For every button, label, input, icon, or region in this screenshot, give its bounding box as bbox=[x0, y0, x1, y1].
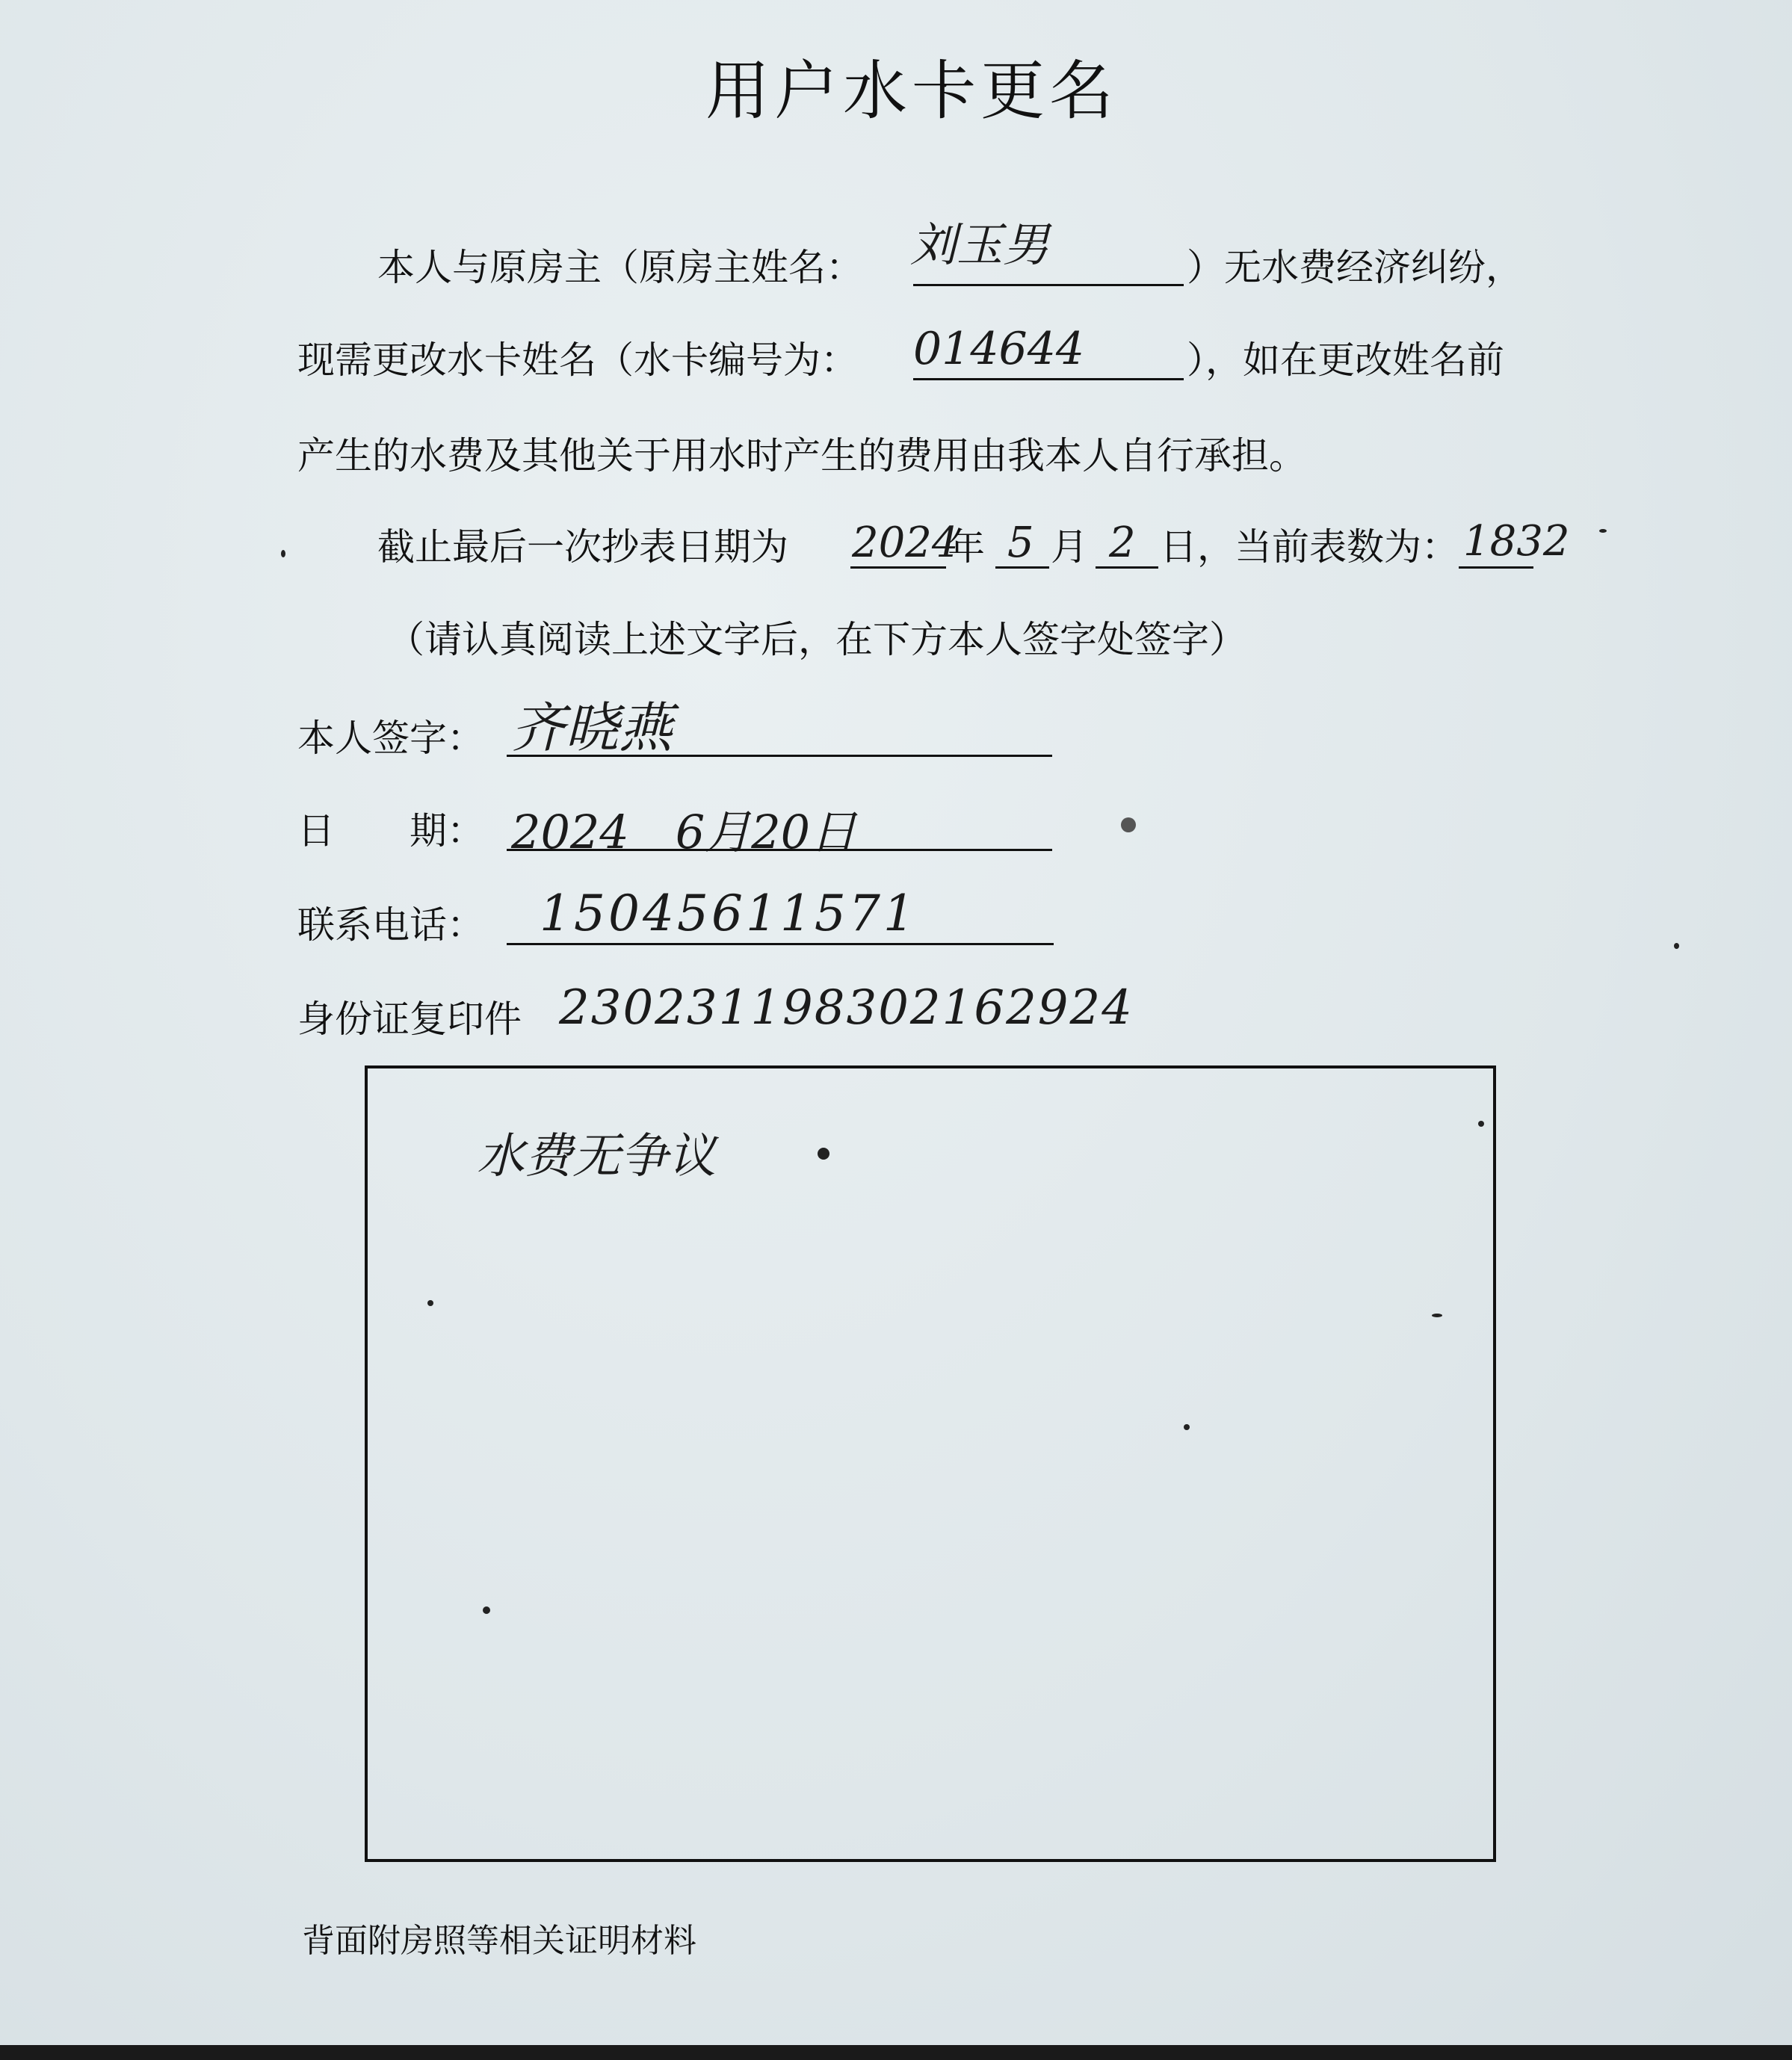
owner-name-underline bbox=[913, 284, 1184, 286]
reading-month-underline bbox=[995, 566, 1049, 569]
scan-speck bbox=[818, 1148, 829, 1160]
phone-underline bbox=[507, 943, 1054, 945]
reading-year-handwritten: 2024 bbox=[852, 519, 959, 567]
date-handwritten: 2024 6月20日 bbox=[511, 805, 857, 859]
meter-reading-handwritten: 1832 bbox=[1463, 517, 1570, 566]
id-number-handwritten: 230231198302162924 bbox=[559, 980, 1134, 1036]
signature-label: 本人签字： bbox=[297, 717, 484, 760]
reading-day-label: 日，当前表数为： bbox=[1160, 525, 1459, 569]
scan-speck bbox=[1478, 1121, 1484, 1127]
para1-lead: 本人与原房主（原房主姓名： bbox=[377, 246, 863, 289]
signature-handwritten: 齐晓燕 bbox=[511, 696, 673, 759]
footer-note: 背面附房照等相关证明材料 bbox=[302, 1922, 696, 1960]
card-number-handwritten: 014644 bbox=[913, 323, 1085, 375]
id-copy-label: 身份证复印件 bbox=[297, 997, 522, 1041]
para2-tail: ），如在更改姓名前 bbox=[1187, 338, 1504, 382]
page-title: 用户水卡更名 bbox=[705, 54, 1118, 129]
reading-day-underline bbox=[1096, 566, 1158, 569]
date-label: 日 期： bbox=[297, 809, 484, 853]
reading-month-handwritten: 5 bbox=[1007, 519, 1034, 567]
scan-speck bbox=[483, 1606, 490, 1614]
scan-speck bbox=[281, 550, 285, 557]
owner-name-handwritten: 刘玉男 bbox=[910, 217, 1050, 272]
signature-underline bbox=[507, 755, 1052, 757]
reading-month-label: 月 bbox=[1051, 525, 1088, 569]
para3-text: 产生的水费及其他关于用水时产生的费用由我本人自行承担。 bbox=[297, 434, 1306, 477]
reading-lead: 截止最后一次抄表日期为 bbox=[377, 525, 788, 569]
box-note-handwritten: 水费无争议 bbox=[477, 1129, 716, 1184]
scan-speck bbox=[1674, 943, 1679, 949]
scan-speck bbox=[1121, 817, 1136, 832]
scan-speck bbox=[1184, 1424, 1190, 1430]
reading-year-underline bbox=[850, 566, 946, 569]
card-number-underline bbox=[913, 378, 1184, 380]
notice-text: （请认真阅读上述文字后，在下方本人签字处签字） bbox=[387, 618, 1246, 661]
para1-tail: ）无水费经济纠纷， bbox=[1187, 246, 1523, 289]
date-underline bbox=[507, 849, 1052, 851]
meter-reading-underline bbox=[1459, 566, 1533, 569]
reading-day-handwritten: 2 bbox=[1109, 519, 1136, 567]
id-copy-box bbox=[365, 1065, 1496, 1862]
scan-speck bbox=[1599, 529, 1607, 533]
phone-label: 联系电话： bbox=[297, 903, 484, 947]
para2-lead: 现需更改水卡姓名（水卡编号为： bbox=[297, 338, 858, 382]
reading-year-label: 年 bbox=[948, 525, 985, 569]
scan-speck bbox=[427, 1300, 433, 1306]
phone-handwritten: 15045611571 bbox=[540, 885, 918, 942]
scan-speck bbox=[1432, 1314, 1442, 1317]
